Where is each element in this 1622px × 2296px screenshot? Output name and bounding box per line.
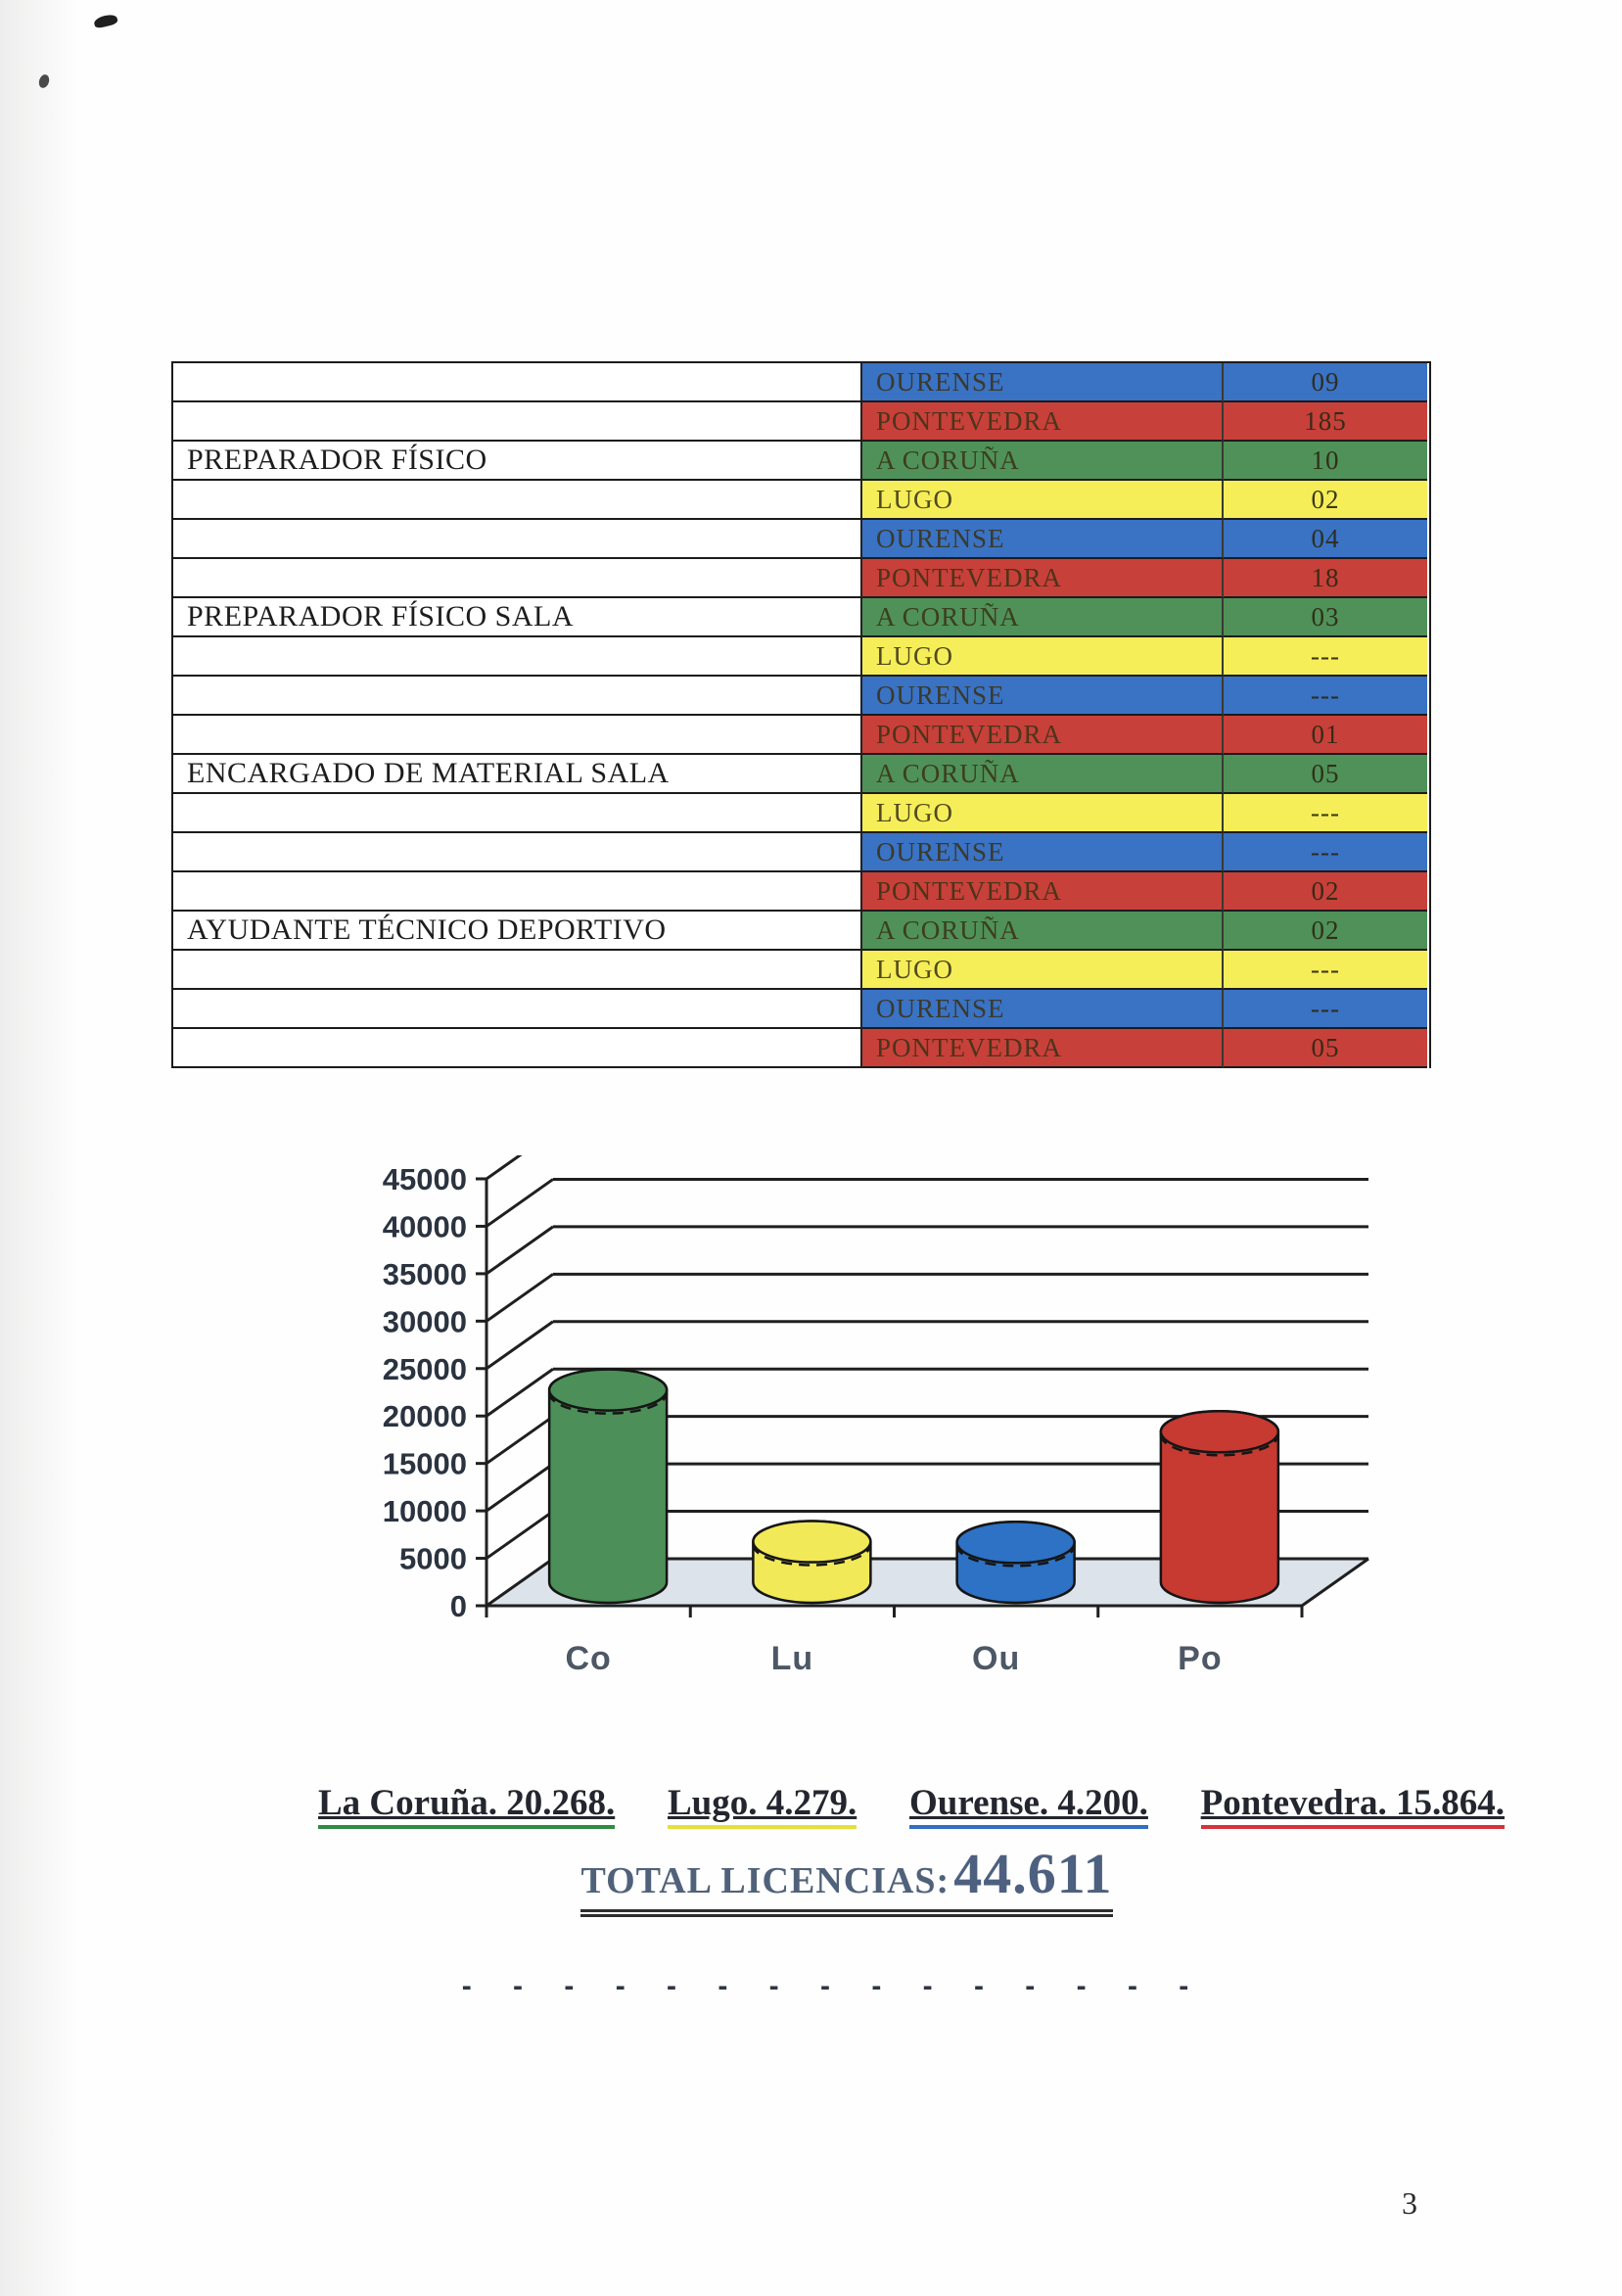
role-label-cell: PREPARADOR FÍSICO SALA	[173, 598, 862, 637]
summary-item-text: La Coruña. 20.268.	[318, 1783, 616, 1823]
province-cell: A CORUÑA	[862, 442, 1224, 481]
gridline-connector	[487, 1179, 553, 1226]
province-cell: PONTEVEDRA	[862, 402, 1224, 442]
province-cell: LUGO	[862, 481, 1224, 520]
value-cell: 05	[1224, 1029, 1427, 1068]
summary-item	[318, 1782, 615, 1829]
value-cell: 02	[1224, 481, 1427, 520]
value-cell: 185	[1224, 402, 1427, 442]
province-cell: A CORUÑA	[862, 755, 1224, 794]
summary-item-text: Ourense. 4.200.	[908, 1783, 1148, 1823]
x-axis-label-co: Co	[565, 1640, 612, 1677]
table-row	[173, 716, 1429, 755]
summary-item	[1201, 1782, 1505, 1829]
role-label-cell	[173, 872, 862, 912]
role-label-cell	[173, 1029, 862, 1068]
value-cell: ---	[1224, 794, 1427, 833]
ink-smudge	[93, 13, 118, 28]
province-cell: LUGO	[862, 951, 1224, 990]
y-axis-label: 40000	[382, 1209, 467, 1244]
province-cell: PONTEVEDRA	[862, 716, 1224, 755]
table-row	[173, 755, 1429, 794]
province-cell: OURENSE	[862, 990, 1224, 1029]
value-cell: 18	[1224, 559, 1427, 598]
table-row	[173, 363, 1429, 402]
x-axis-label-po: Po	[1178, 1640, 1223, 1677]
role-label-cell	[173, 481, 862, 520]
province-cell: LUGO	[862, 794, 1224, 833]
cylinder-top-co	[549, 1370, 667, 1411]
cylinder-top-lu	[753, 1522, 870, 1563]
value-cell: ---	[1224, 833, 1427, 872]
gridline-connector	[487, 1464, 553, 1511]
province-cell: A CORUÑA	[862, 912, 1224, 951]
y-axis-label: 25000	[382, 1351, 467, 1386]
gridline-connector	[487, 1369, 553, 1416]
value-cell: ---	[1224, 677, 1427, 716]
value-cell: ---	[1224, 951, 1427, 990]
table-row	[173, 598, 1429, 637]
table-row	[173, 912, 1429, 951]
role-label-cell: ENCARGADO DE MATERIAL SALA	[173, 755, 862, 794]
province-cell: OURENSE	[862, 833, 1224, 872]
y-axis-label: 5000	[399, 1541, 467, 1576]
y-axis-label: 0	[449, 1589, 467, 1623]
value-cell: 02	[1224, 912, 1427, 951]
role-label-cell	[173, 559, 862, 598]
y-axis-label: 10000	[382, 1494, 467, 1529]
summary-item	[668, 1782, 857, 1829]
role-label-cell	[173, 951, 862, 990]
summary-item	[909, 1782, 1148, 1829]
summary-item-text: Pontevedra. 15.864.	[1200, 1783, 1505, 1823]
table-row	[173, 442, 1429, 481]
province-cell: PONTEVEDRA	[862, 1029, 1224, 1068]
province-cell: PONTEVEDRA	[862, 872, 1224, 912]
value-cell: 04	[1224, 520, 1427, 559]
role-label-cell	[173, 716, 862, 755]
role-label-cell	[173, 637, 862, 677]
licencias-table	[171, 361, 1431, 1068]
value-cell: ---	[1224, 637, 1427, 677]
value-cell: 09	[1224, 363, 1427, 402]
gridline-connector	[487, 1512, 553, 1559]
gridline-connector	[487, 1322, 553, 1369]
province-cell: OURENSE	[862, 520, 1224, 559]
table-row	[173, 637, 1429, 677]
gridline-connector	[487, 1155, 553, 1179]
total-label: TOTAL LICENCIAS:	[580, 1860, 950, 1901]
province-summary-row	[318, 1782, 1505, 1829]
value-cell: 01	[1224, 716, 1427, 755]
table-row	[173, 872, 1429, 912]
y-axis-label: 30000	[382, 1304, 467, 1339]
total-value: 44.611	[953, 1842, 1113, 1905]
role-label-cell	[173, 677, 862, 716]
role-label-cell	[173, 990, 862, 1029]
cylinder-top-ou	[957, 1522, 1075, 1563]
province-cell: LUGO	[862, 637, 1224, 677]
x-axis-label-ou: Ou	[972, 1640, 1021, 1677]
value-cell: 02	[1224, 872, 1427, 912]
role-label-cell: PREPARADOR FÍSICO	[173, 442, 862, 481]
table-row	[173, 794, 1429, 833]
role-label-cell	[173, 363, 862, 402]
gridline-connector	[487, 1417, 553, 1464]
y-axis-label: 45000	[382, 1162, 467, 1196]
role-label-cell: AYUDANTE TÉCNICO DEPORTIVO	[173, 912, 862, 951]
total-underlined	[580, 1841, 1112, 1917]
page-number: 3	[1402, 2185, 1417, 2221]
licencias-chart	[377, 1155, 1400, 1723]
y-axis-label: 35000	[382, 1256, 467, 1291]
value-cell: 03	[1224, 598, 1427, 637]
y-axis-label: 15000	[382, 1446, 467, 1481]
table-row	[173, 951, 1429, 990]
cylinder-bar-chart	[377, 1155, 1400, 1723]
gridline-connector	[487, 1274, 553, 1321]
province-cell: A CORUÑA	[862, 598, 1224, 637]
value-cell: ---	[1224, 990, 1427, 1029]
role-label-cell	[173, 520, 862, 559]
table-row	[173, 677, 1429, 716]
table-row	[173, 990, 1429, 1029]
role-label-cell	[173, 833, 862, 872]
cylinder-top-po	[1161, 1411, 1278, 1452]
role-label-cell	[173, 794, 862, 833]
x-axis-label-lu: Lu	[770, 1640, 814, 1677]
total-line	[294, 1841, 1400, 1917]
role-label-cell	[173, 402, 862, 442]
province-cell: PONTEVEDRA	[862, 559, 1224, 598]
scan-edge-shading	[0, 0, 78, 2296]
table-row	[173, 833, 1429, 872]
table-row	[173, 559, 1429, 598]
table-row	[173, 402, 1429, 442]
province-cell: OURENSE	[862, 363, 1224, 402]
summary-item-text: Lugo. 4.279.	[667, 1783, 857, 1823]
value-cell: 10	[1224, 442, 1427, 481]
value-cell: 05	[1224, 755, 1427, 794]
gridline-connector	[487, 1227, 553, 1274]
table-row	[173, 520, 1429, 559]
dashed-separator: - - - - - - - - - - - - - - -	[461, 1970, 1203, 2002]
table-row	[173, 1029, 1429, 1068]
table-row	[173, 481, 1429, 520]
y-axis-label: 20000	[382, 1399, 467, 1434]
province-cell: OURENSE	[862, 677, 1224, 716]
